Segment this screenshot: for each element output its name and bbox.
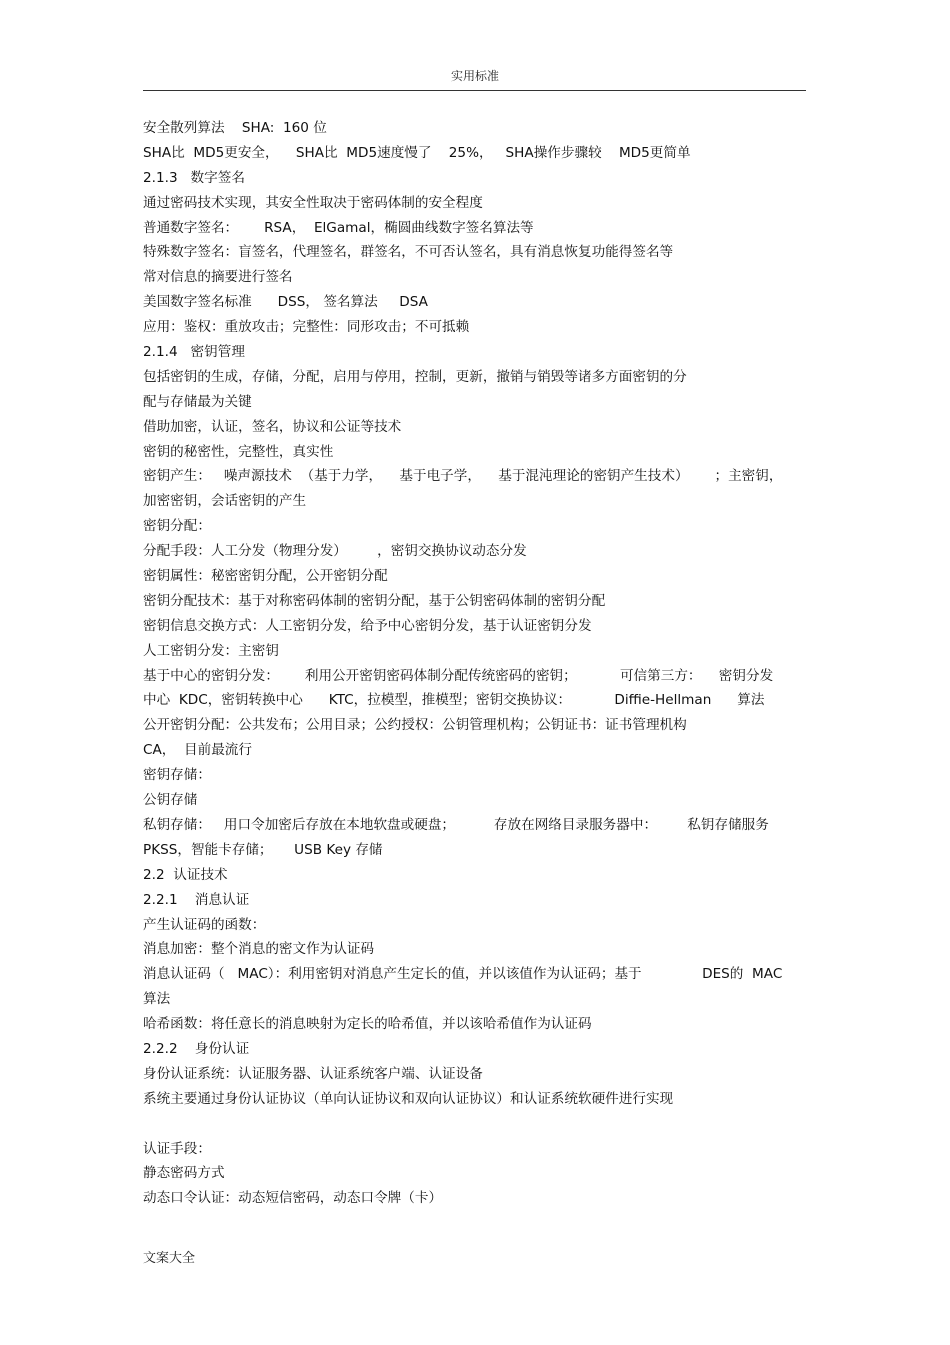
text-line: 身份认证系统：认证服务器、认证系统客户端、认证设备 [143,1065,483,1082]
text-line: 包括密钥的生成，存储，分配，启用与停用，控制，更新，撤销与销毁等诸多方面密钥的分 [143,368,687,385]
text-line: 应用：鉴权：重放攻击；完整性：同形攻击；不可抵赖 [143,319,470,336]
text-line: 公开密钥分配：公共发布；公用目录；公约授权：公钥管理机构；公钥证书：证书管理机构 [143,717,687,734]
text-line: 密钥分配技术：基于对称密码体制的密钥分配，基于公钥密码体制的密钥分配 [143,592,606,609]
text-line: 2.2 认证技术 [143,866,228,883]
text-line: 2.1.4 密钥管理 [143,344,245,361]
text-line: 密钥信息交换方式：人工密钥分发，给予中心密钥分发，基于认证密钥分发 [143,617,592,634]
text-line: 常对信息的摘要进行签名 [143,269,293,286]
text-line [143,1112,823,1137]
text-line: 基于中心的密钥分发： 利用公开密钥密码体制分配传统密码的密钥； 可信第三方： 密钥分发 [143,667,774,684]
text-line: 私钥存储： 用口令加密后存放在本地软盘或硬盘； 存放在网络目录服务器中： 私钥存储服务 [143,816,769,833]
text-line: 产生认证码的函数： [143,916,266,933]
text-line: 密钥产生： 噪声源技术 （基于力学， 基于电子学， 基于混沌理论的密钥产生技术） ；主密钥， [143,468,783,485]
footer-text: 文案大全 [143,1251,196,1266]
text-line: 通过密码技术实现，其安全性取决于密码体制的安全程度 [143,194,483,211]
text-line: 人工密钥分发：主密钥 [143,642,279,659]
text-line: 特殊数字签名：盲签名，代理签名，群签名，不可否认签名，具有消息恢复功能得签名等 [143,244,674,261]
text-line: 2.1.3 数字签名 [143,169,245,186]
text-line: 密钥分配： [143,518,211,535]
document-body [143,116,823,1211]
text-line: 密钥存储： [143,767,211,784]
text-line: 配与存储最为关键 [143,393,252,410]
text-line: 静态密码方式 [143,1165,225,1182]
text-line: 哈希函数：将任意长的消息映射为定长的哈希值，并以该哈希值作为认证码 [143,1016,592,1033]
text-line: 安全散列算法 SHA: 160 位 [143,120,327,136]
text-line: 美国数字签名标准 DSS， 签名算法 DSA [143,294,428,311]
text-line: 普通数字签名： RSA， ElGamal，椭圆曲线数字签名算法等 [143,219,534,236]
text-line: 2.2.2 身份认证 [143,1040,250,1057]
text-line: 中心 KDC，密钥转换中心 KTC，拉模型，推模型；密钥交换协议： Diffie-Hellman 算法 [143,692,765,709]
text-line: 算法 [143,991,171,1008]
text-line: 公钥存储 [143,792,198,809]
text-line: 消息认证码（ MAC）：利用密钥对消息产生定长的值，并以该值作为认证码；基于 DES的 MAC [143,966,783,983]
text-line: SHA比 MD5更安全， SHA比 MD5速度慢了 25%， SHA操作步骤较 MD5更简单 [143,144,691,161]
text-line: 2.2.1 消息认证 [143,891,250,908]
text-line: 加密密钥，会话密钥的产生 [143,493,307,510]
text-line: 分配手段：人工分发（物理分发） ，密钥交换协议动态分发 [143,543,527,560]
text-line: PKSS，智能卡存储； USB Key 存储 [143,841,383,858]
text-line: 借助加密，认证，签名，协议和公证等技术 [143,418,402,435]
text-line: 密钥的秘密性，完整性，真实性 [143,443,334,460]
header-title: 实用标准 [450,69,499,83]
text-line: 动态口令认证：动态短信密码，动态口令牌（卡） [143,1190,443,1207]
text-line: 系统主要通过身份认证协议（单向认证协议和双向认证协议）和认证系统软硬件进行实现 [143,1090,674,1107]
text-line: CA， 目前最流行 [143,742,252,759]
header-divider [143,90,806,91]
text-line: 认证手段： [143,1140,211,1157]
text-line: 密钥属性：秘密密钥分配，公开密钥分配 [143,568,388,585]
text-line: 消息加密：整个消息的密文作为认证码 [143,941,375,958]
